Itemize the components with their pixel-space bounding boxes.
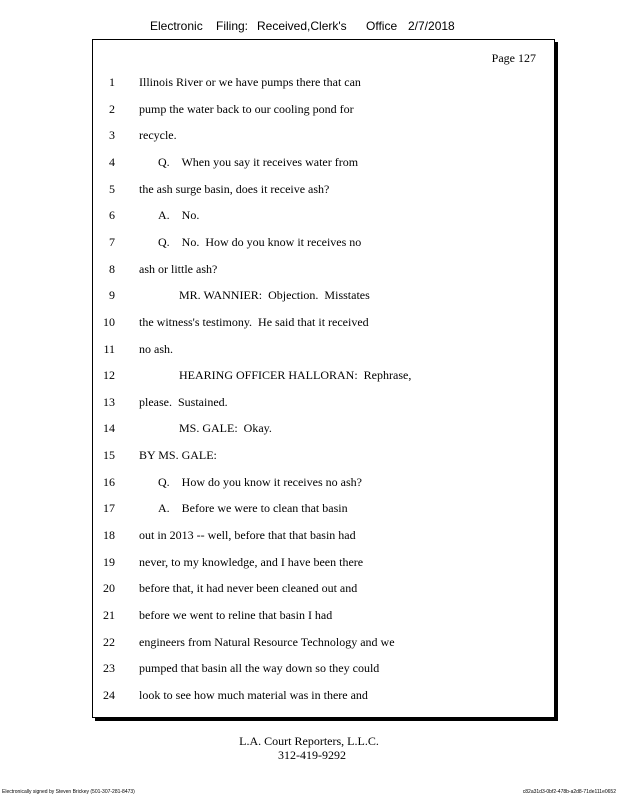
line-number: 11	[103, 341, 115, 356]
line-text: engineers from Natural Resource Technology and we	[139, 634, 395, 649]
line-number: 23	[103, 661, 115, 676]
transcript-line	[93, 100, 554, 118]
line-text: MR. WANNIER: Objection. Misstates	[179, 288, 370, 303]
line-text: before that, it had never been cleaned out and	[139, 581, 358, 596]
line-number: 21	[103, 608, 115, 622]
line-number: 12	[103, 368, 115, 383]
line-text: pumped that basin all the way down so they could	[139, 661, 380, 676]
line-text: the witness's testimony. He said that it received	[139, 314, 369, 329]
transcript-line	[93, 366, 554, 384]
transcript-line	[93, 526, 554, 544]
transcript-line	[93, 606, 554, 624]
transcript-line	[93, 286, 554, 304]
line-text: the ash surge basin, does it receive ash?	[139, 181, 330, 196]
line-text: no ash.	[139, 341, 173, 356]
line-number: 5	[109, 181, 115, 196]
line-text: out in 2013 -- well, before that that basin had	[139, 528, 356, 543]
line-number: 22	[103, 634, 115, 649]
line-number: 9	[109, 288, 115, 303]
line-text: Q. No. How do you know it receives no	[158, 234, 362, 249]
line-text: BY MS. GALE:	[139, 448, 217, 463]
electronic-filing-header	[0, 19, 618, 37]
line-number: 10	[103, 314, 115, 329]
transcript-line	[93, 686, 554, 704]
court-reporter-name: L.A. Court Reporters, L.L.C.	[239, 734, 379, 748]
line-number: 8	[109, 261, 115, 276]
transcript-line	[93, 499, 554, 517]
line-number: 6	[109, 208, 115, 223]
line-text: ash or little ash?	[139, 261, 218, 276]
transcript-line	[93, 313, 554, 331]
line-number: 3	[109, 128, 115, 143]
line-text: MS. GALE: Okay.	[179, 421, 272, 436]
line-number: 19	[103, 554, 115, 569]
line-number: 16	[103, 474, 115, 489]
line-text: A. Before we were to clean that basin	[158, 501, 348, 516]
line-text: pump the water back to our cooling pond for	[139, 101, 354, 116]
transcript-line	[93, 446, 554, 464]
line-text: recycle.	[139, 128, 177, 143]
filing-header-date: 2/7/2018	[408, 19, 455, 33]
line-text: Illinois River or we have pumps there that can	[139, 75, 361, 89]
page-number: Page 127	[491, 51, 536, 65]
electronic-signature-note: Electronically signed by Steven Brickey (501-307-281-8473)	[2, 789, 135, 795]
line-text: Q. How do you know it receives no ash?	[158, 474, 362, 489]
transcript-line	[93, 579, 554, 597]
line-text: Q. When you say it receives water from	[158, 154, 359, 169]
line-number: 14	[103, 421, 115, 436]
transcript-line	[93, 206, 554, 224]
filing-header-word-received: Received,Clerk's	[257, 19, 347, 33]
transcript-line	[93, 73, 554, 91]
filing-header-word-office: Office	[366, 19, 398, 33]
transcript-line	[93, 180, 554, 198]
transcript-line	[93, 233, 554, 251]
line-number: 7	[109, 234, 115, 249]
transcript-line	[93, 633, 554, 651]
transcript-line	[93, 153, 554, 171]
transcript-line	[93, 419, 554, 437]
line-text: before we went to reline that basin I had	[139, 608, 333, 622]
line-text: HEARING OFFICER HALLORAN: Rephrase,	[179, 368, 412, 383]
filing-header-word-filing: Filing:	[216, 19, 249, 33]
filing-header-word-electronic: Electronic	[150, 19, 203, 33]
line-number: 1	[109, 75, 115, 89]
line-text: never, to my knowledge, and I have been there	[139, 554, 364, 569]
transcript-line	[93, 659, 554, 677]
line-text: look to see how much material was in there and	[139, 687, 368, 702]
line-number: 4	[109, 154, 115, 169]
document-id: c82a31d3-0bf2-478b-a2d8-71de111e0652	[522, 789, 616, 795]
line-number: 17	[103, 501, 115, 516]
line-number: 24	[103, 687, 115, 702]
line-number: 13	[103, 394, 115, 409]
transcript-page	[92, 39, 555, 718]
transcript-line	[93, 260, 554, 278]
line-number: 15	[103, 448, 115, 463]
transcript-line	[93, 126, 554, 144]
line-text: A. No.	[158, 208, 200, 223]
transcript-line	[93, 393, 554, 411]
line-number: 2	[109, 101, 115, 116]
transcript-line	[93, 553, 554, 571]
line-number: 20	[103, 581, 115, 596]
line-number: 18	[103, 528, 115, 543]
court-reporter-phone: 312-419-9292	[278, 748, 346, 762]
transcript-line	[93, 473, 554, 491]
transcript-line	[93, 340, 554, 358]
line-text: please. Sustained.	[139, 394, 228, 409]
